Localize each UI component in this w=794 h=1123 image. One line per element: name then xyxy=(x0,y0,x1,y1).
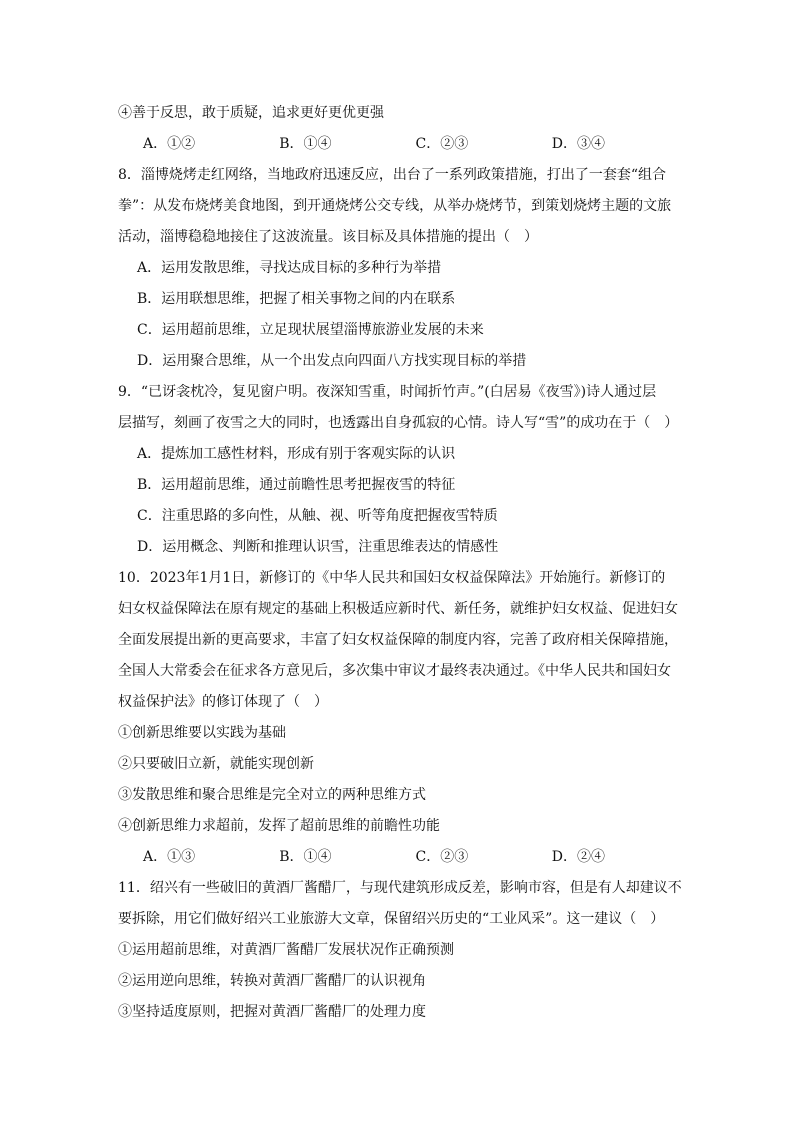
q7-choice-b: B．①④ xyxy=(279,136,332,152)
q10-item-1: ①创新思维要以实践为基础 xyxy=(118,725,286,741)
q10-item-2: ②只要破旧立新，就能实现创新 xyxy=(118,756,314,772)
q8-option-c: C．运用超前思维，立足现状展望淄博旅游业发展的未来 xyxy=(137,322,484,338)
q7-item-4: ④善于反思，敢于质疑，追求更好更优更强 xyxy=(118,105,384,121)
q11-stem-line-2: 要拆除，用它们做好绍兴工业旅游大文章，保留绍兴历史的“工业风采”。这一建议（ ） xyxy=(118,911,665,927)
q9-stem-line-1: 9．“已讶衾枕冷，复见窗户明。夜深知雪重，时闻折竹声。”(白居易《夜雪》)诗人通过层 xyxy=(118,384,657,400)
q10-stem-line-1: 10．2023年1月1日，新修订的《中华人民共和国妇女权益保障法》开始施行。新修订的 xyxy=(118,570,666,586)
q9-option-c: C．注重思路的多向性，从触、视、听等角度把握夜雪特质 xyxy=(137,508,498,524)
q11-item-1: ①运用超前思维，对黄酒厂酱醋厂发展状况作正确预测 xyxy=(118,942,454,958)
q11-item-2: ②运用逆向思维，转换对黄酒厂酱醋厂的认识视角 xyxy=(118,973,426,989)
q8-stem-line-3: 活动，淄博稳稳地接住了这波流量。该目标及具体措施的提出（ ） xyxy=(118,229,538,245)
q10-choice-b: B．①④ xyxy=(279,849,332,865)
q8-stem-line-1: 8．淄博烧烤走红网络，当地政府迅速反应，出台了一系列政策措施，打出了一套套“组合 xyxy=(118,167,667,183)
q7-choices xyxy=(118,129,688,160)
q10-stem-line-4: 全国人大常委会在征求各方意见后，多次集中审议才最终表决通过。《中华人民共和国妇女 xyxy=(118,663,671,679)
q9-option-a: A．提炼加工感性材料，形成有别于客观实际的认识 xyxy=(137,446,456,462)
q7-choice-d: D．③④ xyxy=(551,136,605,152)
q10-item-3: ③发散思维和聚合思维是完全对立的两种思维方式 xyxy=(118,787,426,803)
q11-stem-line-1: 11．绍兴有一些破旧的黄酒厂酱醋厂，与现代建筑形成反差，影响市容，但是有人却建议不 xyxy=(118,880,682,896)
page-content xyxy=(118,98,688,1028)
q7-choice-a: A．①② xyxy=(143,136,196,152)
q10-item-4: ④创新思维力求超前，发挥了超前思维的前瞻性功能 xyxy=(118,818,440,834)
q9-option-d: D．运用概念、判断和推理认识雪，注重思维表达的情感性 xyxy=(137,539,499,555)
q11-item-3: ③坚持适度原则，把握对黄酒厂酱醋厂的处理力度 xyxy=(118,1004,426,1020)
q10-choice-a: A．①③ xyxy=(143,849,196,865)
q8-option-d: D．运用聚合思维，从一个出发点向四面八方找实现目标的举措 xyxy=(137,353,527,369)
q7-choice-c: C．②③ xyxy=(415,136,469,152)
q10-choice-d: D．②④ xyxy=(551,849,605,865)
q10-choices xyxy=(118,842,688,873)
q8-option-b: B．运用联想思维，把握了相关事物之间的内在联系 xyxy=(137,291,456,307)
q8-option-a: A．运用发散思维，寻找达成目标的多种行为举措 xyxy=(137,260,442,276)
q10-stem-line-3: 全面发展提出新的更高要求，丰富了妇女权益保障的制度内容，完善了政府相关保障措施， xyxy=(118,632,678,648)
q9-option-b: B．运用超前思维，通过前瞻性思考把握夜雪的特征 xyxy=(137,477,456,493)
q10-stem-line-2: 妇女权益保障法在原有规定的基础上积极适应新时代、新任务，就维护妇女权益、促进妇女 xyxy=(118,601,678,617)
q10-stem-line-5: 权益保护法》的修订体现了（ ） xyxy=(118,694,328,710)
q10-choice-c: C．②③ xyxy=(415,849,469,865)
q9-stem-line-2: 层描写，刻画了夜雪之大的同时，也透露出自身孤寂的心情。诗人写“雪”的成功在于（ ） xyxy=(118,415,679,431)
q8-stem-line-2: 拳”：从发布烧烤美食地图，到开通烧烤公交专线，从举办烧烤节，到策划烧烤主题的文旅 xyxy=(118,198,672,214)
